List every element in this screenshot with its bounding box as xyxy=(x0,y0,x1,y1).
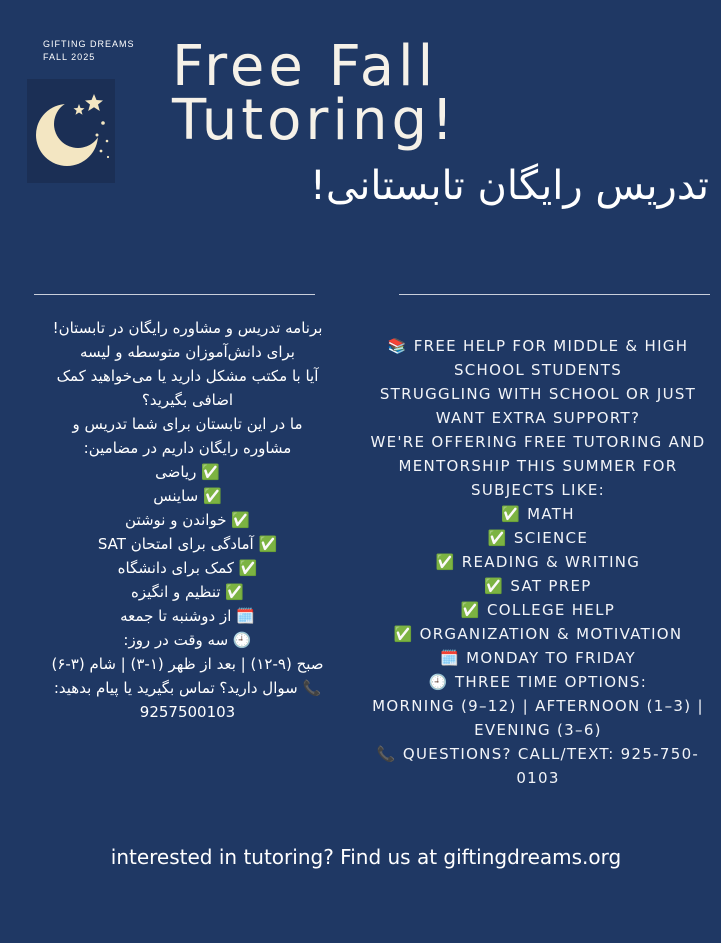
english-schedule-line: MORNING (9–12) | AFTERNOON (1–3) | xyxy=(372,697,704,715)
english-contact-line: 0103 xyxy=(516,769,560,787)
persian-schedule-line: صبح (۹-۱۲) | بعد از ظهر (۱-۳) | شام (۳-۶) xyxy=(51,655,324,673)
english-intro-line: WANT EXTRA SUPPORT? xyxy=(435,409,641,427)
page-title xyxy=(172,34,532,153)
persian-schedule-line: 🗓️ از دوشنبه تا جمعه xyxy=(120,607,255,625)
english-subject-item: ✅ ORGANIZATION & MOTIVATION xyxy=(393,625,683,643)
logo xyxy=(27,79,115,183)
persian-intro-line: برنامه تدریس و مشاوره رایگان در تابستان! xyxy=(52,319,323,337)
persian-contact-line: 📞 سوال دارید؟ تماس بگیرید یا پیام بدهید: xyxy=(53,679,322,697)
brand-season: FALL 2025 xyxy=(43,52,96,62)
persian-intro-line: اضافی بگیرید؟ xyxy=(141,391,234,409)
english-intro-line: SCHOOL STUDENTS xyxy=(453,361,623,379)
star-dot xyxy=(96,134,99,137)
english-intro-line: SUBJECTS LIKE: xyxy=(471,481,605,499)
english-subject-item: ✅ COLLEGE HELP xyxy=(460,601,616,619)
english-intro-line: WE'RE OFFERING FREE TUTORING AND xyxy=(370,433,706,451)
persian-description xyxy=(30,316,345,724)
star-shape xyxy=(85,94,103,111)
moon-shape xyxy=(36,104,98,166)
persian-subject-item: ✅ خواندن و نوشتن xyxy=(125,511,250,529)
english-schedule-line: 🗓️ MONDAY TO FRIDAY xyxy=(440,649,636,667)
persian-title: تدریس رایگان تابستانی! xyxy=(309,163,709,209)
persian-intro-line: مشاوره رایگان داریم در مضامین: xyxy=(83,439,292,457)
english-subject-item: ✅ SCIENCE xyxy=(487,529,589,547)
star-dot xyxy=(107,156,109,158)
star-dot xyxy=(106,140,109,143)
persian-intro-line: آیا با مکتب مشکل دارید یا می‌خواهید کمک xyxy=(56,367,319,385)
english-intro-line: 📚 FREE HELP FOR MIDDLE & HIGH xyxy=(387,337,689,355)
persian-subject-item: ✅ آمادگی برای امتحان SAT xyxy=(97,535,278,553)
english-subject-item: ✅ MATH xyxy=(501,505,575,523)
english-intro-line: MENTORSHIP THIS SUMMER FOR xyxy=(398,457,678,475)
english-schedule-line: EVENING (3–6) xyxy=(474,721,602,739)
english-intro-line: STRUGGLING WITH SCHOOL OR JUST xyxy=(379,385,697,403)
crescent-moon-stars-icon xyxy=(27,79,115,183)
title-line-2: Tutoring! xyxy=(172,88,458,153)
english-schedule-line: 🕘 THREE TIME OPTIONS: xyxy=(428,673,648,691)
title-line-1: Free Fall xyxy=(172,34,438,99)
footer-cta: interested in tutoring? Find us at giftingdreams.org xyxy=(110,845,622,869)
divider-left xyxy=(34,294,315,295)
persian-subject-item: ✅ ساینس xyxy=(153,487,222,505)
persian-intro-line: ما در این تابستان برای شما تدریس و xyxy=(72,415,303,433)
brand-name: GIFTING DREAMS xyxy=(43,39,135,49)
persian-schedule-line: 🕘 سه وقت در روز: xyxy=(123,631,252,649)
persian-subject-item: ✅ ریاضی xyxy=(155,463,220,481)
english-subject-item: ✅ SAT PREP xyxy=(484,577,592,595)
persian-subject-item: ✅ تنظیم و انگیزه xyxy=(130,583,245,601)
persian-intro-line: برای دانش‌آموزان متوسطه و لیسه xyxy=(80,343,295,361)
star-dot xyxy=(101,121,105,125)
divider-right xyxy=(399,294,710,295)
star-dot xyxy=(100,150,103,153)
brand-label xyxy=(43,38,135,64)
english-contact-line: 📞 QUESTIONS? CALL/TEXT: 925-750- xyxy=(376,745,700,763)
english-subject-item: ✅ READING & WRITING xyxy=(435,553,641,571)
persian-phone-number: 9257500103 xyxy=(139,703,236,721)
persian-subject-item: ✅ کمک برای دانشگاه xyxy=(117,559,258,577)
english-description xyxy=(366,334,710,790)
